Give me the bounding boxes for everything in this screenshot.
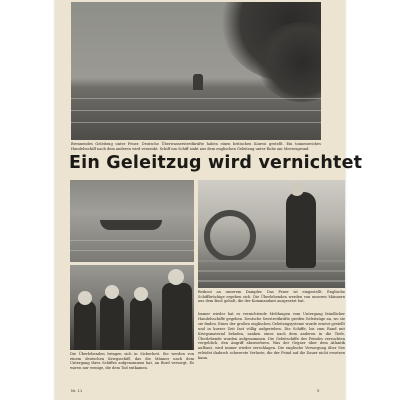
survivor-head [168,269,184,285]
wave [71,98,321,99]
wave [70,250,194,251]
deck-plank [198,260,345,262]
page-headline: Ein Geleitzug wird vernichtet [69,153,363,173]
deck-photo-caption: Beiboot an unserem Dampfer. Das Feuer ist eingestellt. Englische Schiffbrüchige ergeben sich. Die Überlebenden werden von unseren Männern aus dem Boot geholt, die der Kommandant ausgesetzt hat. [198,290,345,304]
survivor-head [134,287,148,301]
survivors-photo [70,265,194,350]
survivor-head [78,291,92,305]
page-number: 5 [317,388,320,393]
magazine-page [55,0,363,400]
survivor-figure [74,301,96,350]
top-photo-caption: Brennendes Geleitzug unter Feuer. Deutsche Überwasserstreitkräfte haben einen britischen Konvoi gestellt. Ein tonnenreiches Handelsschiff nach dem anderen wird versenkt. Schiff um Schiff sinkt aus dem englischen Geleitzug unter Rohe am Meeresgrund. [71,142,321,151]
rope-coil [204,210,256,262]
survivor-figure [100,295,124,350]
deck-plank [198,280,345,282]
burning-convoy-photo [71,2,321,140]
wave [70,240,194,241]
ship-deck-photo [198,180,345,288]
survivor-figure [130,297,152,350]
lifeboat-photo [70,180,194,262]
sailor-head [290,182,304,196]
survivor-figure [162,283,192,350]
issue-number: Nr. 11 [71,388,83,393]
deck-plank [198,270,345,272]
sailor-figure [286,192,316,268]
article-body-text: Immer wieder hat es vernichtende Meldungen vom Untergang feindlicher Handelsschiffe gegeben. Deutsche Seestreitkräfte greifen Geleitzüge an, wo sie sie finden. Eines der großen englischen Geleitzugsysteme wurde erneut gestellt und in kurzer Zeit fast völlig aufgerieben. Die Schiffe, bis zum Rand mit Kriegsmaterial beladen, sanken eines nach dem anderen in die Tiefe. Überlebende wurden aufgenommen. Die Geleitschiffe des Feindes versuchten vergeblich, den Angriff abzuwehren. Was der Gegner über dem Atlantik aufbaut, wird immer wieder zerschlagen. Die englische Versorgung über See erleidet dadurch schwerste Verluste, die der Feind auf die Dauer nicht ersetzen kann. [198,312,345,361]
survivors-caption: Die Überlebenden bringen sich in Sicherheit. Sie werden von einem deutschen Kriegsschiff, das die Männer nach dem Untergang ihres Schiffes aufgenommen hat, an Bord versorgt. Es waren nur wenige, die dem Tod entkamen. [70,352,194,370]
wave [71,122,321,123]
lifeboat [100,220,162,230]
wave [71,110,321,111]
survivor-head [105,285,119,299]
sinking-ship [193,74,203,90]
